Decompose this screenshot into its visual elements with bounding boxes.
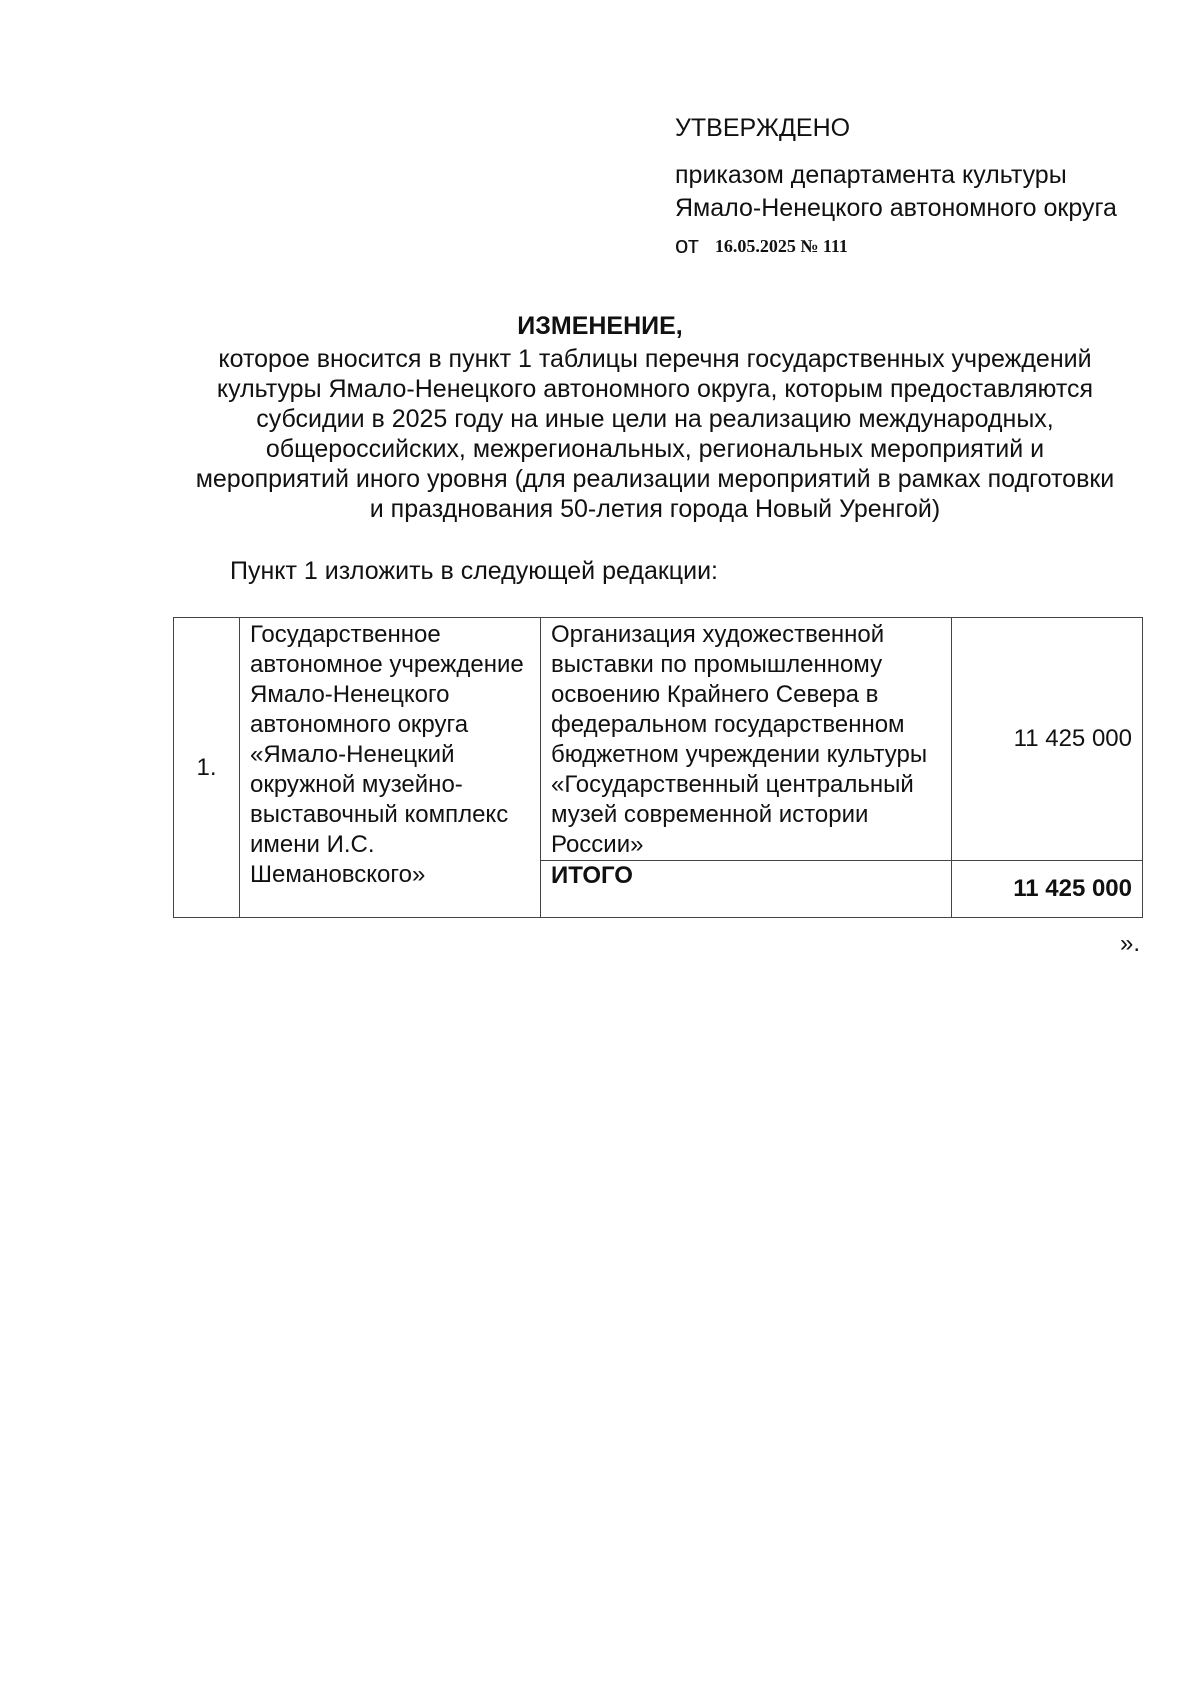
instruction-text: Пункт 1 изложить в следующей редакции: — [230, 557, 718, 585]
subtitle-line: которое вносится в пункт 1 таблицы перечня государственных учреждений — [218, 345, 1092, 373]
approval-order-line — [675, 229, 1175, 263]
approval-from-label: от — [675, 232, 699, 259]
approval-line-2: Ямало-Ненецкого автономного округа — [675, 194, 1117, 222]
total-amount-cell: 11 425 000 — [952, 861, 1143, 918]
approval-line-1: приказом департамента культуры — [675, 161, 1067, 189]
subtitle-line: мероприятий иного уровня (для реализации мероприятий в рамках подготовки — [195, 465, 1115, 493]
total-label-cell: ИТОГО — [541, 861, 952, 918]
subtitle-line: общероссийских, межрегиональных, региональных мероприятий и — [265, 435, 1045, 463]
approval-heading: УТВЕРЖДЕНО — [675, 114, 851, 142]
approval-order-ref: 16.05.2025 № 111 — [714, 236, 848, 256]
table-row — [174, 618, 1143, 861]
closing-quote-mark: ». — [1120, 930, 1141, 957]
subtitle-line: и празднования 50-летия города Новый Уренгой) — [369, 495, 941, 523]
amount-cell: 11 425 000 — [952, 618, 1143, 861]
subtitle-line: культуры Ямало-Ненецкого автономного округа, которым предоставляются — [216, 375, 1094, 403]
document-subtitle — [160, 344, 1150, 524]
subsidy-table — [173, 617, 1143, 918]
event-cell: Организация художественной выставки по промышленному освоению Крайнего Севера в федеральном государственном бюджетном учреждении культуры «Государственный центральный музей современной истории России» — [541, 618, 952, 861]
organization-cell: Государственное автономное учреждение Ямало-Ненецкого автономного округа «Ямало-Ненецкий окружной музейно-выставочный комплекс имени И.С. Шемановского» — [240, 618, 541, 918]
document-title: ИЗМЕНЕНИЕ, — [517, 312, 683, 340]
subtitle-line: субсидии в 2025 году на иные цели на реализацию международных, — [256, 405, 1054, 433]
approval-block — [675, 112, 1175, 263]
row-number-cell: 1. — [174, 618, 240, 918]
